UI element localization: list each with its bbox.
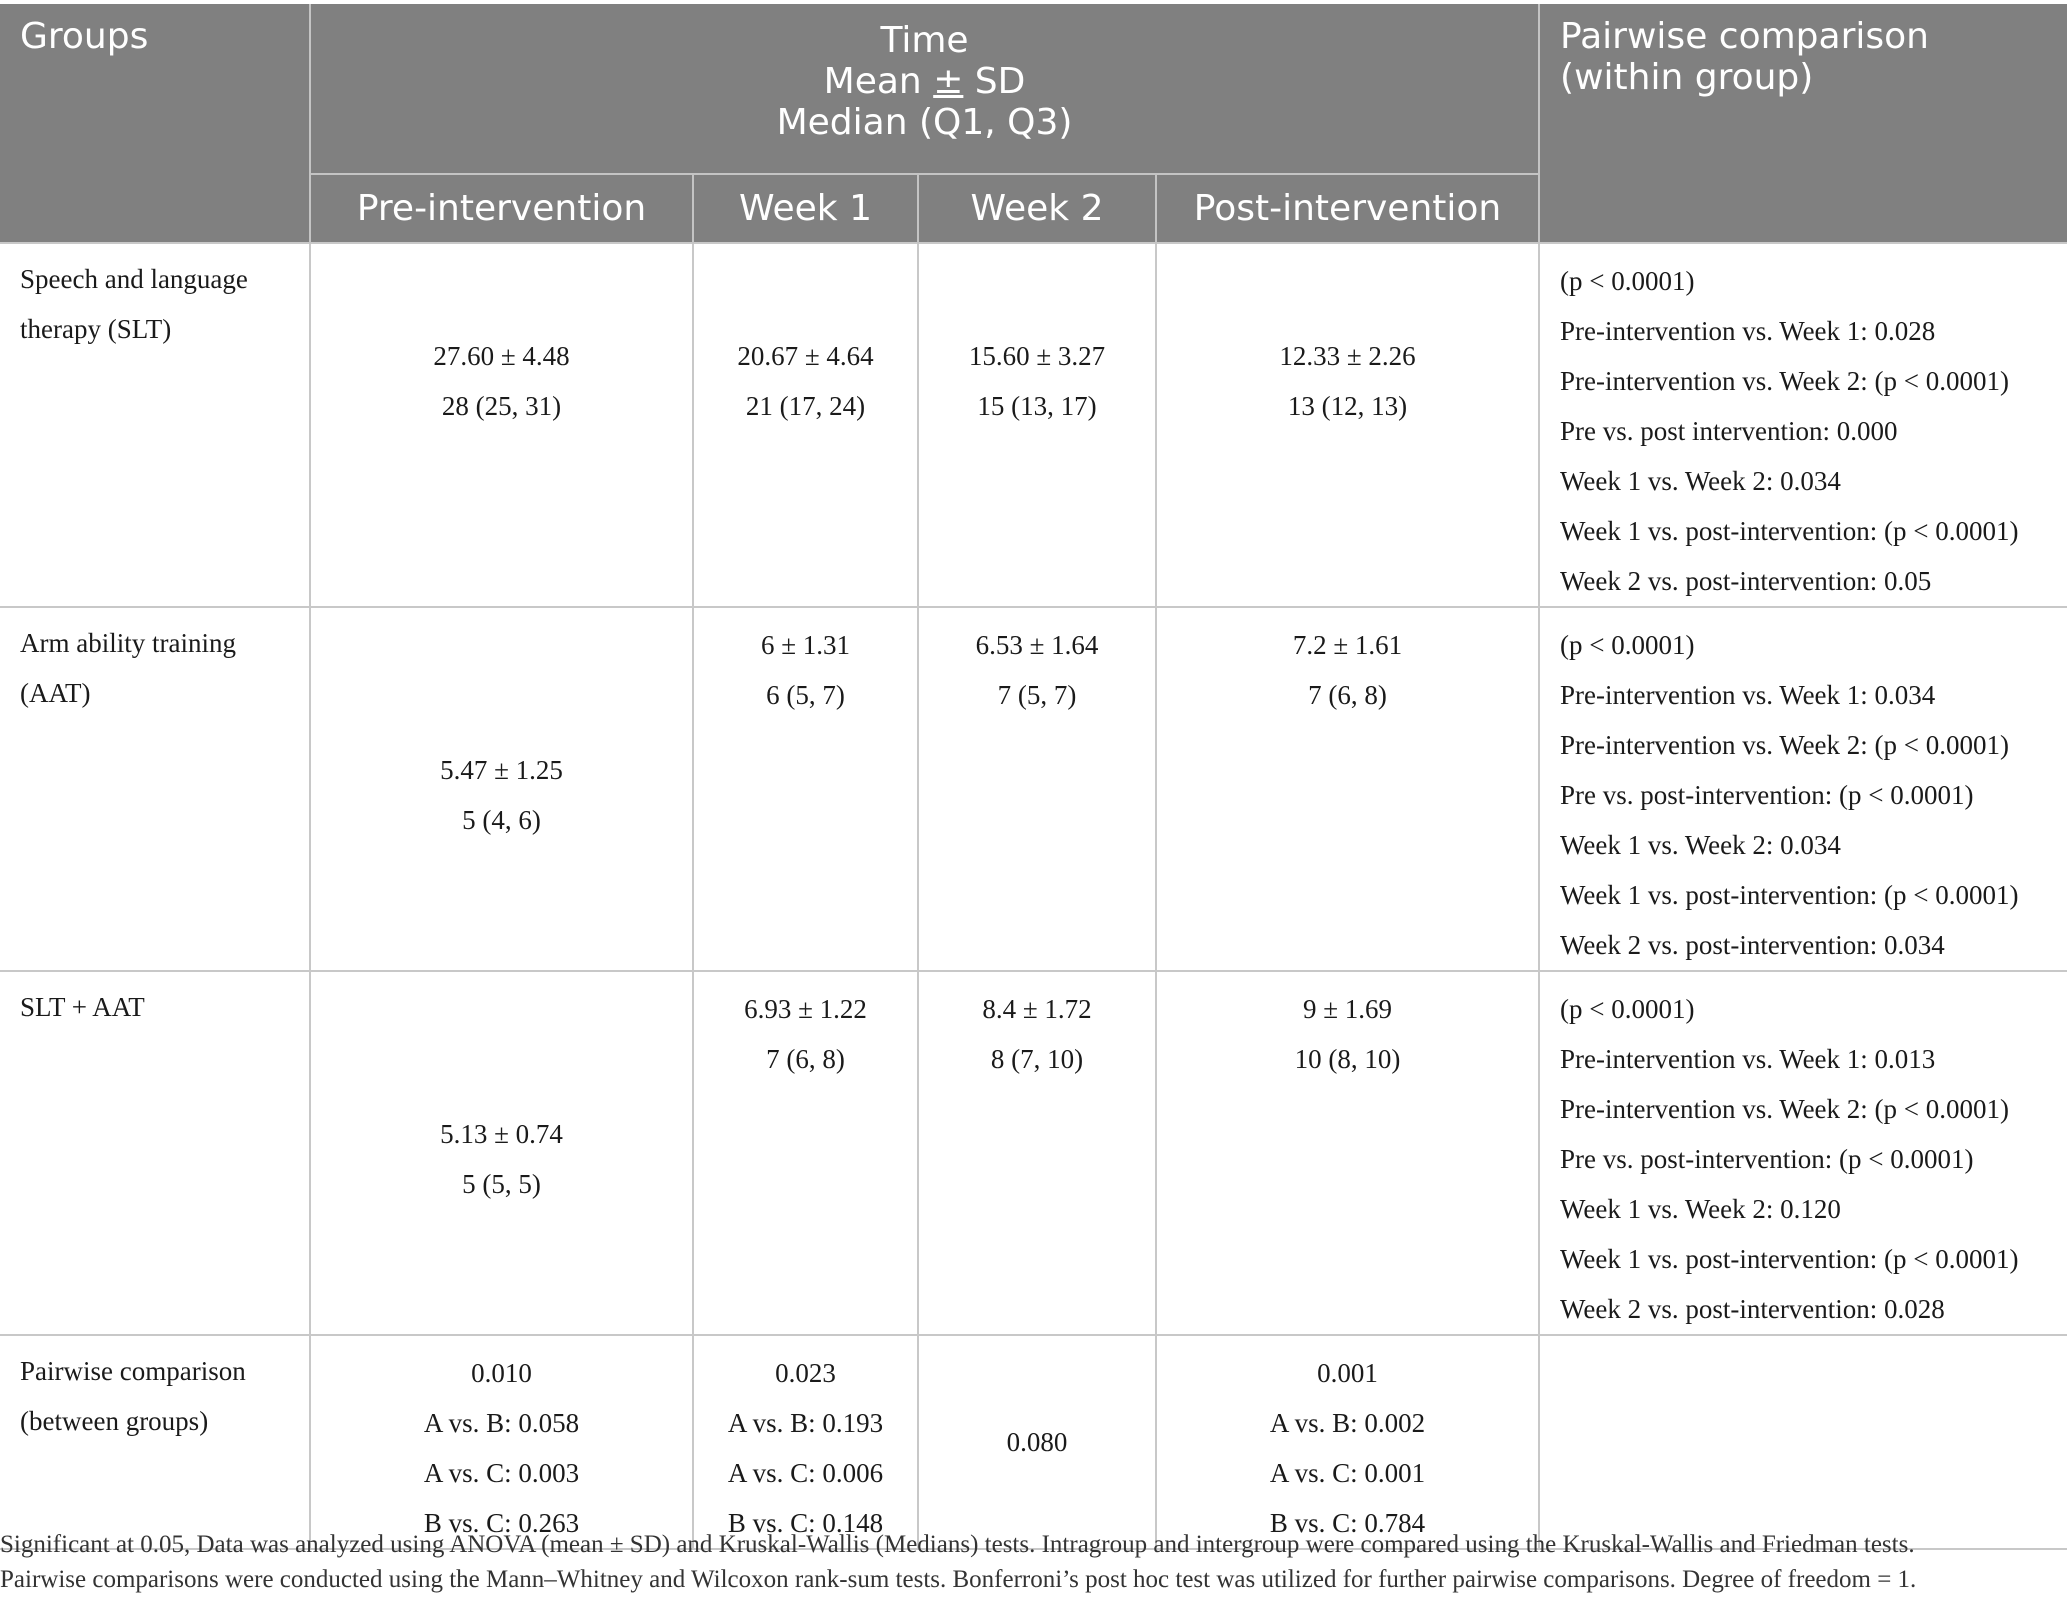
pairwise-line: (p < 0.0001) [1560,994,1695,1024]
mean-sd-value: 15.60 ± 3.27 [968,341,1106,371]
header-groups: Groups [0,4,310,243]
value-cell [693,607,918,971]
header-time [310,4,1539,174]
results-table [0,4,2067,1550]
value-cell [918,243,1156,607]
between-value: B vs. C: 0.784 [1269,1508,1426,1538]
between-value: A vs. B: 0.002 [1269,1408,1426,1438]
median-value: 28 (25, 31) [441,391,562,421]
header-week-1: Week 1 [693,174,918,243]
mean-sd-value: 6 ± 1.31 [760,630,851,660]
empty-cell [1539,1335,2067,1549]
pairwise-line: Week 2 vs. post-intervention: 0.05 [1560,566,1932,596]
pairwise-line: Week 2 vs. post-intervention: 0.028 [1560,1294,1945,1324]
mean-sd-value: 6.93 ± 1.22 [744,994,867,1024]
pairwise-line: Pre-intervention vs. Week 2: (p < 0.0001) [1560,1094,2009,1124]
pairwise-line: Week 1 vs. Week 2: 0.034 [1560,830,1841,860]
pairwise-line: Week 1 vs. Week 2: 0.120 [1560,1194,1841,1224]
pairwise-within-cell [1539,607,2067,971]
pairwise-within-cell [1539,971,2067,1335]
header-pairwise-line: (within group) [1560,57,1814,98]
pairwise-line: Pre-intervention vs. Week 2: (p < 0.0001) [1560,366,2009,396]
mean-sd-value: 8.4 ± 1.72 [982,994,1092,1024]
group-label: Pairwise comparison [20,1356,246,1386]
pairwise-line: Week 1 vs. post-intervention: (p < 0.0001) [1560,1244,2019,1274]
between-cell [1156,1335,1539,1549]
median-value: 7 (6, 8) [1308,680,1387,710]
mean-sd-value: 6.53 ± 1.64 [975,630,1099,660]
pairwise-line: Week 1 vs. Week 2: 0.034 [1560,466,1841,496]
value-cell [693,243,918,607]
group-label: (between groups) [20,1406,209,1436]
pairwise-line: (p < 0.0001) [1560,630,1695,660]
mean-sd-value: 5.13 ± 0.74 [440,1119,563,1149]
mean-sd-value: 5.47 ± 1.25 [440,755,563,785]
header-pre-intervention: Pre-intervention [310,174,693,243]
median-value: 21 (17, 24) [745,391,866,421]
header-post-intervention: Post-intervention [1156,174,1539,243]
group-label: Arm ability training [20,628,236,658]
median-value: 7 (5, 7) [997,680,1077,710]
between-value: B vs. C: 0.263 [423,1508,580,1538]
between-cell [693,1335,918,1549]
pairwise-line: Week 1 vs. post-intervention: (p < 0.0001) [1560,516,2019,546]
group-cell [0,971,310,1335]
mean-sd-value: 27.60 ± 4.48 [433,341,570,371]
header-pairwise-within [1539,4,2067,243]
median-value: 6 (5, 7) [766,680,845,710]
value-cell [310,243,693,607]
pairwise-line: Pre vs. post-intervention: (p < 0.0001) [1560,780,1974,810]
header-week-2: Week 2 [918,174,1156,243]
value-cell [310,971,693,1335]
between-cell [918,1335,1156,1549]
pairwise-line: Week 1 vs. post-intervention: (p < 0.0001) [1560,880,2019,910]
header-pairwise-line: Pairwise comparison [1560,16,1929,57]
median-value: 7 (6, 8) [766,1044,845,1074]
pairwise-line: (p < 0.0001) [1560,266,1695,296]
value-cell [918,607,1156,971]
table-row-aat [0,607,2067,971]
median-value: 5 (4, 6) [462,805,541,835]
median-value: 15 (13, 17) [977,391,1097,421]
header-median: Median (Q1, Q3) [776,102,1073,143]
group-label: therapy (SLT) [20,314,172,344]
group-cell [0,1335,310,1549]
value-cell [1156,243,1539,607]
table-row-slt-aat [0,971,2067,1335]
group-cell [0,243,310,607]
footnote-line: Significant at 0.05, Data was analyzed using ANOVA (mean ± SD) and Kruskal-Wallis (Medians) tests. Intragroup and intergroup were compared using the Kruskal-Wallis and Friedman tests. [0,1531,1915,1558]
pairwise-line: Pre-intervention vs. Week 1: 0.028 [1560,316,1936,346]
table-row-slt [0,243,2067,607]
footnote-line: Pairwise comparisons were conducted using the Mann–Whitney and Wilcoxon rank-sum tests. Bonferroni’s post hoc test was utilized for further pairwise comparisons. Degree of freedom = 1. [0,1566,1917,1593]
header-mean-sd: Mean ± SD [823,61,1026,102]
pairwise-line: Pre vs. post intervention: 0.000 [1560,416,1898,446]
mean-sd-value: 7.2 ± 1.61 [1292,630,1403,660]
group-label: SLT + AAT [20,992,145,1022]
value-cell [918,971,1156,1335]
pairwise-line: Week 2 vs. post-intervention: 0.034 [1560,930,1945,960]
header-time-label: Time [880,20,969,61]
mean-sd-value: 12.33 ± 2.26 [1279,341,1416,371]
pairwise-line: Pre-intervention vs. Week 1: 0.013 [1560,1044,1936,1074]
table-row-between-groups [0,1335,2067,1549]
median-value: 13 (12, 13) [1287,391,1408,421]
between-value: B vs. C: 0.148 [727,1508,884,1538]
between-value: A vs. C: 0.006 [727,1458,884,1488]
table-footnote [0,1527,2067,1597]
median-value: 5 (5, 5) [462,1169,541,1199]
median-value: 8 (7, 10) [990,1044,1084,1074]
group-label: (AAT) [20,678,91,708]
between-cell [310,1335,693,1549]
pairwise-within-cell [1539,243,2067,607]
between-value: 0.080 [1006,1427,1068,1457]
between-value: A vs. C: 0.001 [1269,1458,1426,1488]
value-cell [1156,971,1539,1335]
median-value: 10 (8, 10) [1294,1044,1401,1074]
between-value: A vs. B: 0.193 [727,1408,884,1438]
between-value: A vs. B: 0.058 [423,1408,580,1438]
group-label: Speech and language [20,264,248,294]
between-value: 0.023 [775,1358,836,1388]
group-cell [0,607,310,971]
between-value: 0.001 [1317,1358,1378,1388]
mean-sd-value: 20.67 ± 4.64 [737,341,874,371]
between-value: A vs. C: 0.003 [423,1458,580,1488]
pairwise-line: Pre vs. post-intervention: (p < 0.0001) [1560,1144,1974,1174]
pairwise-line: Pre-intervention vs. Week 2: (p < 0.0001) [1560,730,2009,760]
value-cell [310,607,693,971]
value-cell [1156,607,1539,971]
pairwise-line: Pre-intervention vs. Week 1: 0.034 [1560,680,1936,710]
mean-sd-value: 9 ± 1.69 [1302,994,1393,1024]
value-cell [693,971,918,1335]
between-value: 0.010 [471,1358,532,1388]
